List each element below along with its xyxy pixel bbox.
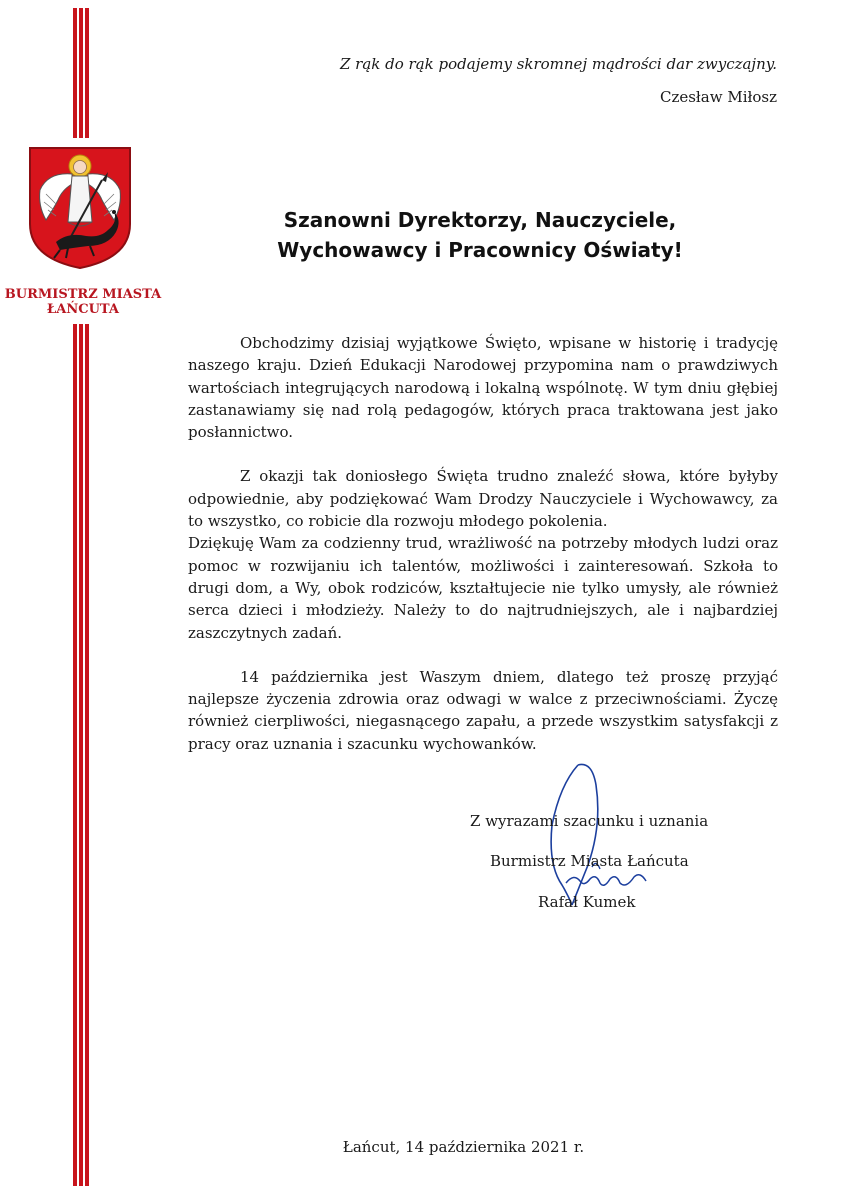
coat-of-arms-icon xyxy=(28,146,132,270)
motto-quote: Z rąk do rąk podajemy skromnej mądrości dar zwyczajny. xyxy=(339,55,777,73)
motto-author: Czesław Miłosz xyxy=(659,88,777,106)
salutation-line2: Wychowawcy i Pracownicy Oświaty! xyxy=(277,238,683,262)
letter-body xyxy=(188,332,778,777)
paragraph: Z okazji tak doniosłego Święta trudno znaleźć słowa, które byłyby odpowiednie, aby podziękować Wam Drodzy Nauczyciele i Wychowawcy, za to wszystko, co robicie dla rozwoju młodego pokolenia. xyxy=(188,467,778,531)
paragraph: Dziękuję Wam za codzienny trud, wrażliwość na potrzeby młodych ludzi oraz pomoc w rozwijaniu ich talentów, możliwości i zainteresowań. Szkoła to drugi dom, a Wy, obok rodziców, kształtujecie nie tylko umysły, ale również serca dzieci i młodzieży. Należy to do najtrudniejszych, ale i najbardziej zaszczytnych zadań. xyxy=(188,534,778,642)
handwritten-signature-icon xyxy=(500,755,670,915)
salutation-heading xyxy=(190,205,770,265)
mayor-title-line1: BURMISTRZ MIASTA xyxy=(4,287,162,302)
paragraph: 14 października jest Waszym dniem, dlatego też proszę przyjąć najlepsze życzenia zdrowia oraz odwagi w walce z przeciwnościami. Życzę również cierpliwości, niegasnącego zapału, a przede wszystkim satysfakcji z pracy oraz uznania i szacunku wychowanków. xyxy=(188,667,778,753)
closing-regards: Z wyrazami szacunku i uznania xyxy=(470,812,709,830)
signer-title: Burmistrz Miasta Łańcuta xyxy=(490,852,689,870)
mayor-title-line2: ŁAŃCUTA xyxy=(47,302,119,317)
place-date: Łańcut, 14 października 2021 r. xyxy=(342,1138,585,1156)
paragraph: Obchodzimy dzisiaj wyjątkowe Święto, wpisane w historię i tradycję naszego kraju. Dzień Edukacji Narodowej przypomina nam o prawdziwych wartościach integrujących narodową i lokalną wspólnotę. W tym dniu głębiej zastanawiamy się nad rolą pedagogów, których praca traktowana jest jako posłannictwo. xyxy=(188,334,778,442)
signer-name: Rafał Kumek xyxy=(538,893,636,911)
mayor-title xyxy=(0,287,166,317)
salutation-line1: Szanowni Dyrektorzy, Nauczyciele, xyxy=(283,208,677,232)
